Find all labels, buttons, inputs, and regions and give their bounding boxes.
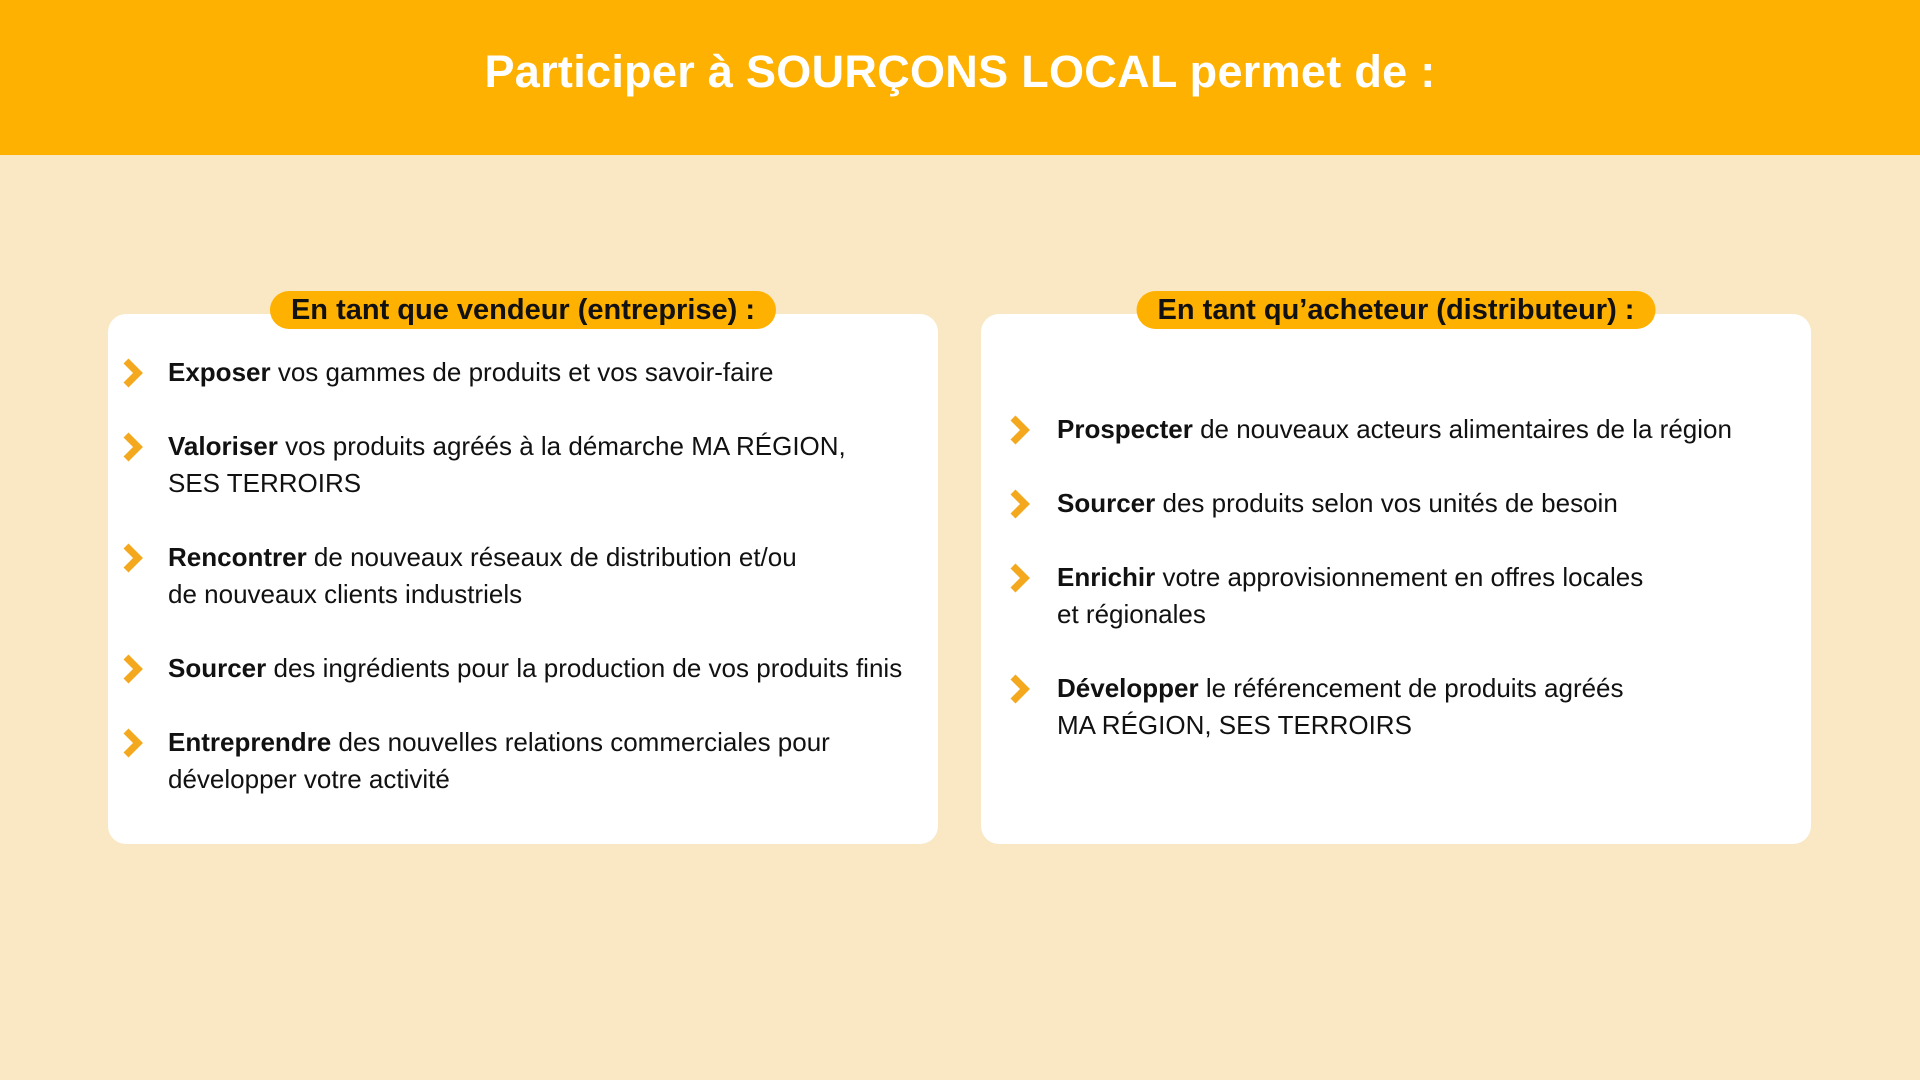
vendor-list — [108, 354, 938, 835]
item-text-continued: de nouveaux clients industriels — [168, 579, 523, 609]
chevron-right-icon — [122, 727, 148, 759]
item-keyword: Rencontrer — [168, 542, 307, 572]
item-text: votre approvisionnement en offres locales — [1155, 562, 1644, 592]
item-text-continued: développer votre activité — [168, 764, 450, 794]
chevron-right-icon — [122, 431, 148, 463]
item-keyword: Sourcer — [1057, 488, 1156, 518]
item-text: des nouvelles relations commerciales pour — [331, 727, 830, 757]
list-item — [108, 650, 938, 687]
chevron-right-icon — [122, 357, 148, 389]
buyer-heading: En tant qu’acheteur (distributeur) : — [1137, 291, 1656, 329]
list-item — [981, 411, 1811, 448]
item-keyword: Prospecter — [1057, 414, 1193, 444]
page-title: Participer à SOURÇONS LOCAL permet de : — [484, 45, 1436, 97]
chevron-right-icon — [1009, 414, 1035, 446]
list-item — [981, 559, 1811, 633]
vendor-card — [108, 294, 938, 844]
item-keyword: Valoriser — [168, 431, 278, 461]
list-item — [108, 539, 938, 613]
chevron-right-icon — [1009, 673, 1035, 705]
chevron-right-icon — [1009, 488, 1035, 520]
item-keyword: Enrichir — [1057, 562, 1156, 592]
list-item — [108, 428, 938, 502]
list-item — [108, 354, 938, 391]
vendor-heading: En tant que vendeur (entreprise) : — [270, 291, 776, 329]
item-text-continued: SES TERROIRS — [168, 468, 362, 498]
list-item — [981, 670, 1811, 744]
list-item — [108, 724, 938, 798]
item-text: de nouveaux réseaux de distribution et/ou — [306, 542, 797, 572]
item-text: des ingrédients pour la production de vos produits finis — [266, 653, 903, 683]
item-keyword: Sourcer — [168, 653, 267, 683]
item-text: vos produits agréés à la démarche MA RÉGION, — [277, 431, 846, 461]
list-item — [981, 485, 1811, 522]
item-text: vos gammes de produits et vos savoir-faire — [270, 357, 774, 387]
item-keyword: Développer — [1057, 673, 1199, 703]
chevron-right-icon — [122, 542, 148, 574]
chevron-right-icon — [122, 653, 148, 685]
item-text: de nouveaux acteurs alimentaires de la région — [1192, 414, 1732, 444]
header-banner — [0, 0, 1920, 155]
item-text: le référencement de produits agréés — [1198, 673, 1624, 703]
item-text-continued: MA RÉGION, SES TERROIRS — [1057, 710, 1412, 740]
buyer-card — [981, 294, 1811, 844]
buyer-list — [981, 411, 1811, 781]
item-keyword: Entreprendre — [168, 727, 332, 757]
chevron-right-icon — [1009, 562, 1035, 594]
item-text-continued: et régionales — [1057, 599, 1206, 629]
item-keyword: Exposer — [168, 357, 271, 387]
item-text: des produits selon vos unités de besoin — [1155, 488, 1618, 518]
